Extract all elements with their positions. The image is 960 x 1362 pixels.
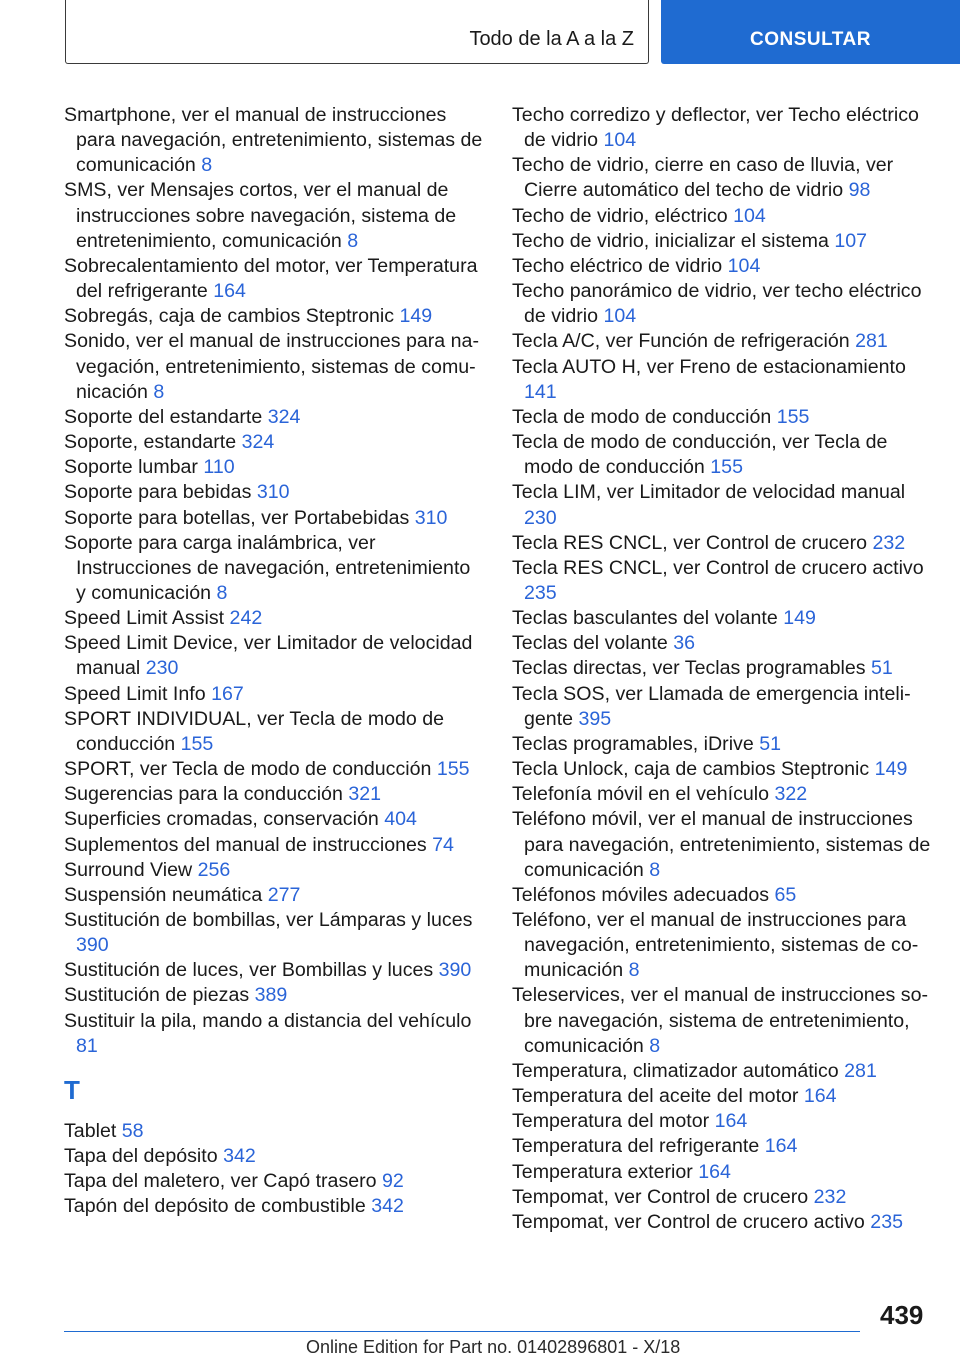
index-entry (512, 1160, 932, 1185)
page-link[interactable]: 8 (201, 154, 213, 177)
page-link[interactable]: 8 (649, 1034, 661, 1057)
index-entry (64, 807, 484, 832)
index-entry (512, 1084, 932, 1109)
index-list-s (64, 103, 484, 1059)
index-entry-text: SPORT, ver Tecla de modo de conducción (64, 758, 432, 781)
page-link[interactable]: 310 (256, 481, 290, 504)
page-link[interactable]: 107 (834, 229, 868, 252)
page-link[interactable]: 74 (432, 833, 454, 856)
footer (306, 1337, 680, 1358)
index-entry (64, 531, 484, 606)
index-entry (512, 757, 932, 782)
page-link[interactable]: 281 (844, 1059, 877, 1082)
page-link[interactable]: 104 (733, 204, 766, 227)
index-entry (512, 1210, 932, 1235)
page-link[interactable]: 281 (855, 330, 888, 353)
index-entry-text: Temperatura, climatizador automático (512, 1059, 839, 1082)
index-entry (512, 254, 932, 279)
page-link[interactable]: 164 (213, 280, 246, 303)
index-entry-text: Sustituir la pila, mando a distancia del vehículo (64, 1009, 472, 1032)
index-entry-text: Temperatura exterior (512, 1160, 693, 1183)
index-entry (512, 656, 932, 681)
page-link[interactable]: 58 (121, 1119, 144, 1142)
index-entry (64, 682, 484, 707)
index-entry (64, 405, 484, 430)
page-link[interactable]: 395 (578, 707, 612, 730)
page-link[interactable]: 324 (241, 431, 275, 454)
index-entry (64, 782, 484, 807)
page-link[interactable]: 242 (229, 607, 263, 630)
index-entry-text: Speed Limit Info (64, 682, 206, 705)
page-link[interactable]: 164 (698, 1160, 731, 1183)
index-entry-text: Teclas programables, iDrive (512, 732, 754, 755)
page-link[interactable]: 390 (438, 959, 472, 982)
page-link[interactable]: 8 (649, 858, 661, 881)
index-entry-text: Surround View (64, 858, 193, 881)
page-link[interactable]: 235 (524, 581, 557, 604)
page-link[interactable]: 149 (399, 305, 433, 328)
index-entry-text: Teléfono, ver el manual de instrucciones para navegación, entretenimiento, sistemas de comunicación (512, 909, 919, 982)
index-entry-text: Sustitución de luces, ver Bombillas y luces (64, 959, 434, 982)
index-entry (512, 405, 932, 430)
footer-edition: Online Edition for Part no. 01402896801 - X/18 (306, 1337, 681, 1357)
index-entry (512, 204, 932, 229)
page-link[interactable]: 92 (382, 1170, 404, 1193)
index-entry-text: Tecla AUTO H, ver Freno de estacionamiento (512, 355, 906, 378)
page-link[interactable]: 164 (803, 1085, 837, 1108)
index-entry (512, 480, 932, 530)
index-entry-text: Sustitución de bombillas, ver Lámparas y luces (64, 909, 473, 931)
index-entry (64, 908, 484, 958)
page-link[interactable]: 235 (870, 1210, 903, 1233)
index-entry-text: Soporte lumbar (64, 456, 198, 479)
index-entry (64, 455, 484, 480)
index-entry (64, 707, 484, 757)
index-entry (512, 983, 932, 1058)
footer-divider (64, 1331, 860, 1332)
index-entry-text: Soporte para carga inalámbrica, ver Instrucciones de navegación, entretenimiento y comunicación (64, 531, 471, 604)
index-entry (64, 1144, 484, 1169)
index-entry (64, 958, 484, 983)
index-entry-text: Teclas del volante (512, 632, 668, 655)
page-link[interactable]: 51 (759, 732, 781, 755)
index-entry-text: Techo de vidrio, inicializar el sistema (512, 229, 829, 252)
index-entry-text: Sustitución de piezas (64, 984, 250, 1007)
page-link[interactable]: 104 (603, 305, 637, 328)
index-entry-text: Soporte para botellas, ver Portabebidas (64, 506, 410, 529)
page-link[interactable]: 164 (714, 1110, 748, 1133)
index-entry-text: Tecla de modo de conducción, ver Tecla de modo de conducción (512, 431, 888, 479)
index-entry (512, 682, 932, 732)
index-entry-text: Teléfono móvil, ver el manual de instrucciones para navegación, entretenimiento, sistemas de comunicación (512, 808, 931, 881)
index-entry (64, 506, 484, 531)
page-link[interactable]: 232 (872, 531, 906, 554)
index-entry (64, 606, 484, 631)
index-entry-text: Sobrecalentamiento del motor, ver Temperatura del refrigerante (64, 254, 478, 303)
index-entry-text: Temperatura del motor (512, 1110, 710, 1133)
index-entry (512, 103, 932, 153)
page-link[interactable]: 8 (216, 581, 228, 604)
page-link[interactable]: 81 (76, 1034, 98, 1057)
index-entry (512, 732, 932, 757)
index-entry-text: Tablet (64, 1119, 117, 1142)
index-entry-text: SPORT INDIVIDUAL, ver Tecla de modo de conducción (64, 707, 445, 755)
index-entry (512, 1059, 932, 1084)
index-entry (64, 757, 484, 782)
index-entry (512, 606, 932, 631)
index-entry (64, 883, 484, 908)
index-entry (512, 430, 932, 480)
index-entry-text: Techo corredizo y deflector, ver Techo eléctrico de vidrio (512, 104, 919, 152)
page-link[interactable]: 404 (384, 808, 417, 831)
page-link[interactable]: 321 (348, 783, 382, 806)
index-entry-text: Telefonía móvil en el vehículo (512, 783, 770, 806)
page-link[interactable]: 51 (871, 657, 893, 680)
page-link[interactable]: 65 (774, 883, 797, 906)
index-entry (512, 153, 932, 203)
page-link[interactable]: 230 (524, 506, 557, 529)
index-entry (512, 1134, 932, 1159)
page-link[interactable]: 110 (203, 456, 235, 479)
index-entry-text: Soporte para bebidas (64, 481, 252, 504)
index-entry-text: Soporte, estandarte (64, 431, 237, 454)
index-entry (512, 556, 932, 606)
page-link[interactable]: 8 (347, 229, 359, 252)
page-link[interactable]: 232 (813, 1185, 847, 1208)
index-entry-text: Speed Limit Assist (64, 607, 225, 630)
page-link[interactable]: 155 (776, 405, 810, 428)
index-entry-text: Teleservices, ver el manual de instrucciones sobre navegación, sistema de entretenimiento, comunicación (512, 984, 929, 1057)
index-entry (512, 329, 932, 354)
page-link[interactable]: 167 (211, 682, 244, 705)
index-entry-text: Smartphone, ver el manual de instrucciones para navegación, entretenimiento, sistemas de comunicación (64, 104, 483, 177)
page-link[interactable]: 322 (774, 783, 808, 806)
index-entry (512, 229, 932, 254)
index-entry-text: Superficies cromadas, conservación (64, 808, 379, 831)
index-entry (64, 1194, 484, 1219)
index-entry (512, 279, 932, 329)
index-entry-text: Sobregás, caja de cambios Steptronic (64, 305, 395, 328)
index-entry (64, 430, 484, 455)
index-entry-text: Teclas directas, ver Teclas programables (512, 657, 866, 680)
page-link[interactable]: 277 (267, 883, 301, 906)
index-entry (64, 1169, 484, 1194)
tab-todo-a-z-label: Todo de la A a la Z (469, 28, 634, 50)
index-entry-text: Temperatura del refrigerante (512, 1135, 760, 1158)
index-entry-text: Sonido, ver el manual de instrucciones para navegación, entretenimiento, sistemas de comunicación (64, 330, 479, 403)
page-link[interactable]: 104 (603, 129, 637, 152)
page-link[interactable]: 36 (673, 632, 696, 655)
index-entry (64, 480, 484, 505)
page-link[interactable]: 149 (783, 607, 816, 630)
index-entry (512, 1185, 932, 1210)
page-link[interactable]: 141 (524, 380, 557, 403)
section-letter: T (64, 1074, 80, 1105)
index-entry-text: Techo panorámico de vidrio, ver techo eléctrico de vidrio (512, 280, 922, 328)
page-link[interactable]: 8 (628, 959, 640, 982)
consultar-button[interactable] (661, 0, 960, 64)
index-entry-text: Techo eléctrico de vidrio (512, 254, 723, 277)
index-entry (64, 178, 484, 253)
index-entry-text: Sugerencias para la conducción (64, 783, 343, 806)
page-link[interactable]: 164 (764, 1135, 798, 1158)
index-entry (64, 103, 484, 178)
page-link[interactable]: 324 (267, 405, 301, 428)
index-entry-text: Tecla Unlock, caja de cambios Steptronic (512, 758, 870, 781)
page-link[interactable]: 8 (153, 380, 165, 403)
index-entry-text: Tempomat, ver Control de crucero activo (512, 1210, 865, 1233)
page-link[interactable]: 149 (874, 758, 908, 781)
page-link[interactable]: 155 (180, 732, 214, 755)
page-link[interactable]: 342 (371, 1195, 404, 1218)
index-entry (64, 1119, 484, 1144)
index-entry (64, 983, 484, 1008)
index-column-right (512, 103, 932, 1235)
page-link[interactable]: 256 (197, 858, 231, 881)
page-link[interactable]: 342 (223, 1145, 256, 1168)
index-entry-text: Tapa del maletero, ver Capó trasero (64, 1170, 377, 1193)
page-number: 439 (880, 1300, 924, 1330)
index-entry-text: Teclas basculantes del volante (512, 607, 778, 630)
index-entry (512, 631, 932, 656)
index-entry-text: Techo de vidrio, eléctrico (512, 204, 728, 227)
index-entry (64, 631, 484, 681)
page-link[interactable]: 389 (254, 984, 288, 1007)
index-entry-text: Tecla RES CNCL, ver Control de crucero activo (512, 556, 924, 579)
index-entry-text: Tecla LIM, ver Limitador de velocidad manual (512, 481, 906, 504)
page-link[interactable]: 310 (414, 506, 448, 529)
index-entry-text: Techo de vidrio, cierre en caso de lluvia, ver Cierre automático del techo de vidrio (512, 154, 894, 202)
index-entry (512, 883, 932, 908)
index-entry-text: Tecla de modo de conducción (512, 405, 772, 428)
index-entry-text: Suspensión neumática (64, 883, 263, 906)
page-link[interactable]: 230 (145, 657, 179, 680)
index-entry-text: Soporte del estandarte (64, 405, 263, 428)
page-link[interactable]: 390 (76, 934, 109, 957)
index-entry (512, 908, 932, 983)
index-entry-text: SMS, ver Mensajes cortos, ver el manual de instrucciones sobre navegación, sistema de entretenimiento, comunicación (64, 179, 457, 252)
index-entry (512, 1109, 932, 1134)
page-link[interactable]: 98 (848, 179, 871, 202)
index-entry (512, 807, 932, 882)
index-entry-text: Temperatura del aceite del motor (512, 1085, 799, 1108)
page-link[interactable]: 155 (436, 758, 470, 781)
index-entry (64, 833, 484, 858)
index-entry-text: Tecla A/C, ver Función de refrigeración (512, 330, 850, 353)
index-entry (64, 254, 484, 304)
index-column-left (64, 103, 484, 1220)
index-entry (64, 1009, 484, 1059)
index-entry (512, 355, 932, 405)
index-entry-text: Suplementos del manual de instrucciones (64, 833, 427, 856)
index-entry-text: Tapa del depósito (64, 1145, 218, 1168)
index-entry (64, 329, 484, 404)
index-entry-text: Tecla SOS, ver Llamada de emergencia inteligente (512, 682, 911, 730)
index-entry-text: Tempomat, ver Control de crucero (512, 1185, 809, 1208)
index-entry (512, 782, 932, 807)
index-entry-text: Speed Limit Device, ver Limitador de velocidad manual (64, 632, 473, 680)
page-link[interactable]: 104 (727, 254, 761, 277)
index-entry (64, 858, 484, 883)
index-entry (64, 304, 484, 329)
tab-todo-a-z[interactable] (65, 0, 649, 64)
index-list-t (64, 1119, 484, 1220)
index-entry-text: Tecla RES CNCL, ver Control de crucero (512, 531, 867, 554)
index-entry-text: Tapón del depósito de combustible (64, 1195, 366, 1218)
page-link[interactable]: 155 (710, 456, 743, 479)
index-entry (512, 531, 932, 556)
index-entry-text: Teléfonos móviles adecuados (512, 883, 770, 906)
consultar-label: CONSULTAR (750, 29, 871, 50)
index-list-t-continued (512, 103, 932, 1235)
